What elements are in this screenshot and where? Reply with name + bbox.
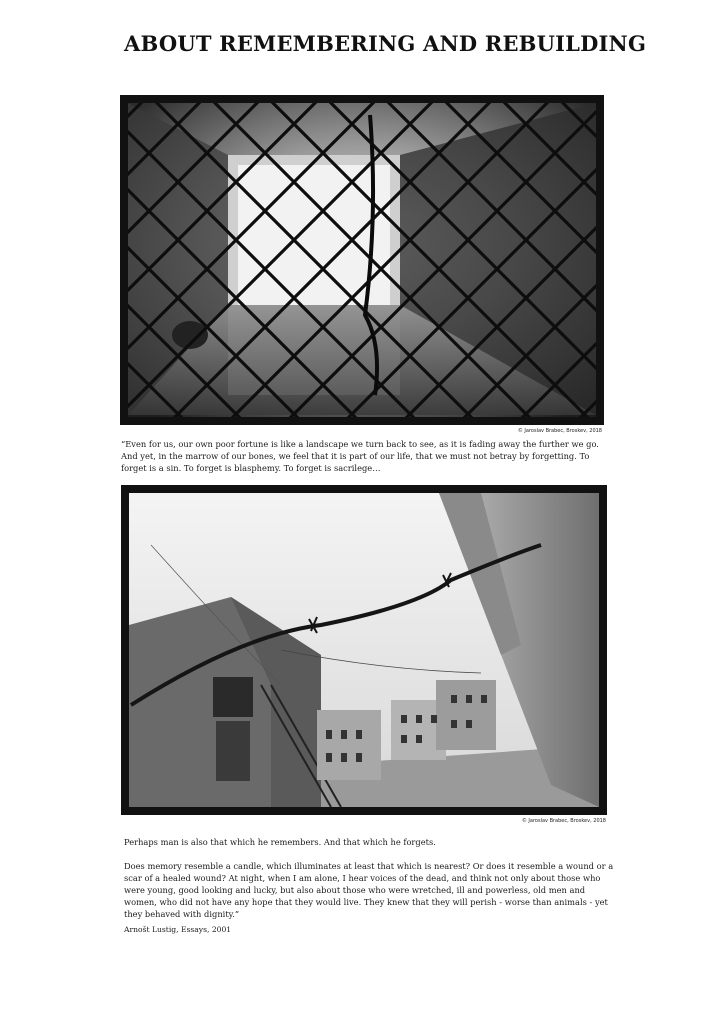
photo-barbed-wire-buildings [121,485,607,815]
paragraph-memory-candle: Does memory resemble a candle, which illuminates at least that which is nearest? Or does it resemble a wound or a scar of a healed wound? At night, when I am alone, I hear voices of the dead, and think not only about those who were young, good looking and lucky, but also about those who were wretched, ill and powerless, old men and women, who did not have any hope that they would live. They knew that they will perish - worse than animals - yet they behaved with dignity.” [124,861,614,919]
quote-opening-paragraph: “Even for us, our own poor fortune is like a landscape we turn back to see, as it is fading away the further we go. And yet, in the marrow of our bones, we feel that it is part of our life, that we must not betray by forgetting. To forget is a sin. To forget is blasphemy. To forget is sacrilege… [121,439,599,473]
photo-fence-corridor [120,95,604,425]
photo-credit-1: © Jaroslav Brabec, Broskev, 2018 [517,428,602,434]
photo-fence-corridor-image [120,95,604,425]
page-title: ABOUT REMEMBERING AND REBUILDING [124,31,647,56]
paragraph-memory-intro: Perhaps man is also that which he remembers. And that which he forgets. [124,837,436,847]
photo-credit-2: © Jaroslav Brabec, Broskev, 2018 [521,818,606,824]
photo-barbed-wire-buildings-image [121,485,607,815]
citation: Arnošt Lustig, Essays, 2001 [124,925,232,934]
